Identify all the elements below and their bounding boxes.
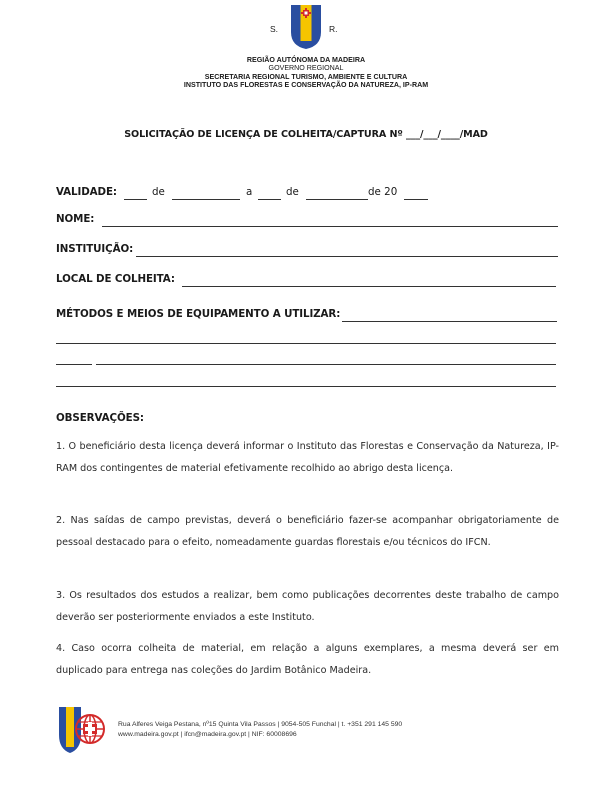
madeira-government-logo-icon <box>57 705 109 755</box>
observacao-item-2: 2. Nas saídas de campo previstas, deverá o beneficiário fazer-se acompanhar obrigatoriamente de pessoal destacado para o efeito, nomeadamente guardas florestais e/ou técnicos do IFCN. <box>56 515 559 548</box>
footer-address: Rua Alferes Veiga Pestana, nº15 Quinta Vila Passos | 9054-505 Funchal | t. +351 291 145 590 <box>118 721 403 728</box>
document-title: SOLICITAÇÃO DE LICENÇA DE COLHEITA/CAPTURA Nº ___/___/____/MAD <box>124 129 488 140</box>
validade-a-word: a <box>246 186 253 198</box>
header-right-letter: R. <box>329 24 338 34</box>
validade-de20-word: de 20 <box>368 186 398 198</box>
instituicao-field[interactable] <box>136 256 558 257</box>
metodos-field-line-1[interactable] <box>342 321 557 322</box>
validade-year-field[interactable] <box>404 199 428 200</box>
nome-field[interactable] <box>102 226 558 227</box>
observacao-item-3: 3. Os resultados dos estudos a realizar, bem como publicações decorrentes deste trabalho de campo deverão ser posteriormente enviados a este Instituto. <box>56 590 559 623</box>
metodos-field-line-4[interactable] <box>56 386 556 387</box>
header-institute: INSTITUTO DAS FLORESTAS E CONSERVAÇÃO DA NATUREZA, IP-RAM <box>183 81 429 89</box>
validade-de-word-1: de <box>152 186 165 198</box>
observacao-item-1: 1. O beneficiário desta licença deverá informar o Instituto das Florestas e Conservação da Natureza, IP-RAM dos contingentes de material efetivamente recolhido ao abrigo desta licença. <box>56 441 559 474</box>
metodos-field-line-3a[interactable] <box>56 364 92 365</box>
nome-label: NOME: <box>56 213 95 225</box>
validade-label: VALIDADE: <box>56 186 117 198</box>
header-left-letter: S. <box>270 24 279 34</box>
observacoes-heading: OBSERVAÇÕES: <box>56 412 144 424</box>
validade-de-word-2: de <box>286 186 299 198</box>
local-colheita-field[interactable] <box>182 286 556 287</box>
local-colheita-label: LOCAL DE COLHEITA: <box>56 273 175 285</box>
header-secretariat: SECRETARIA REGIONAL TURISMO, AMBIENTE E CULTURA <box>204 73 408 81</box>
footer-contacts: www.madeira.gov.pt | ifcn@madeira.gov.pt | NIF: 60008696 <box>118 731 297 738</box>
metodos-field-line-3b[interactable] <box>96 364 556 365</box>
validade-month-end-field[interactable] <box>306 199 368 200</box>
metodos-label: MÉTODOS E MEIOS DE EQUIPAMENTO A UTILIZAR: <box>56 308 341 320</box>
validade-day-end-field[interactable] <box>258 199 281 200</box>
observacao-item-4: 4. Caso ocorra colheita de material, em relação a alguns exemplares, a mesma deverá ser em duplicado para entrega nas coleções do Jardim Botânico Madeira. <box>56 643 559 676</box>
validade-month-start-field[interactable] <box>172 199 240 200</box>
metodos-field-line-2[interactable] <box>56 343 556 344</box>
validade-day-start-field[interactable] <box>124 199 147 200</box>
madeira-crest-icon <box>290 4 322 50</box>
header-region: REGIÃO AUTÓNOMA DA MADEIRA <box>246 56 366 64</box>
instituicao-label: INSTITUIÇÃO: <box>56 243 134 255</box>
header-government: GOVERNO REGIONAL <box>268 64 344 72</box>
